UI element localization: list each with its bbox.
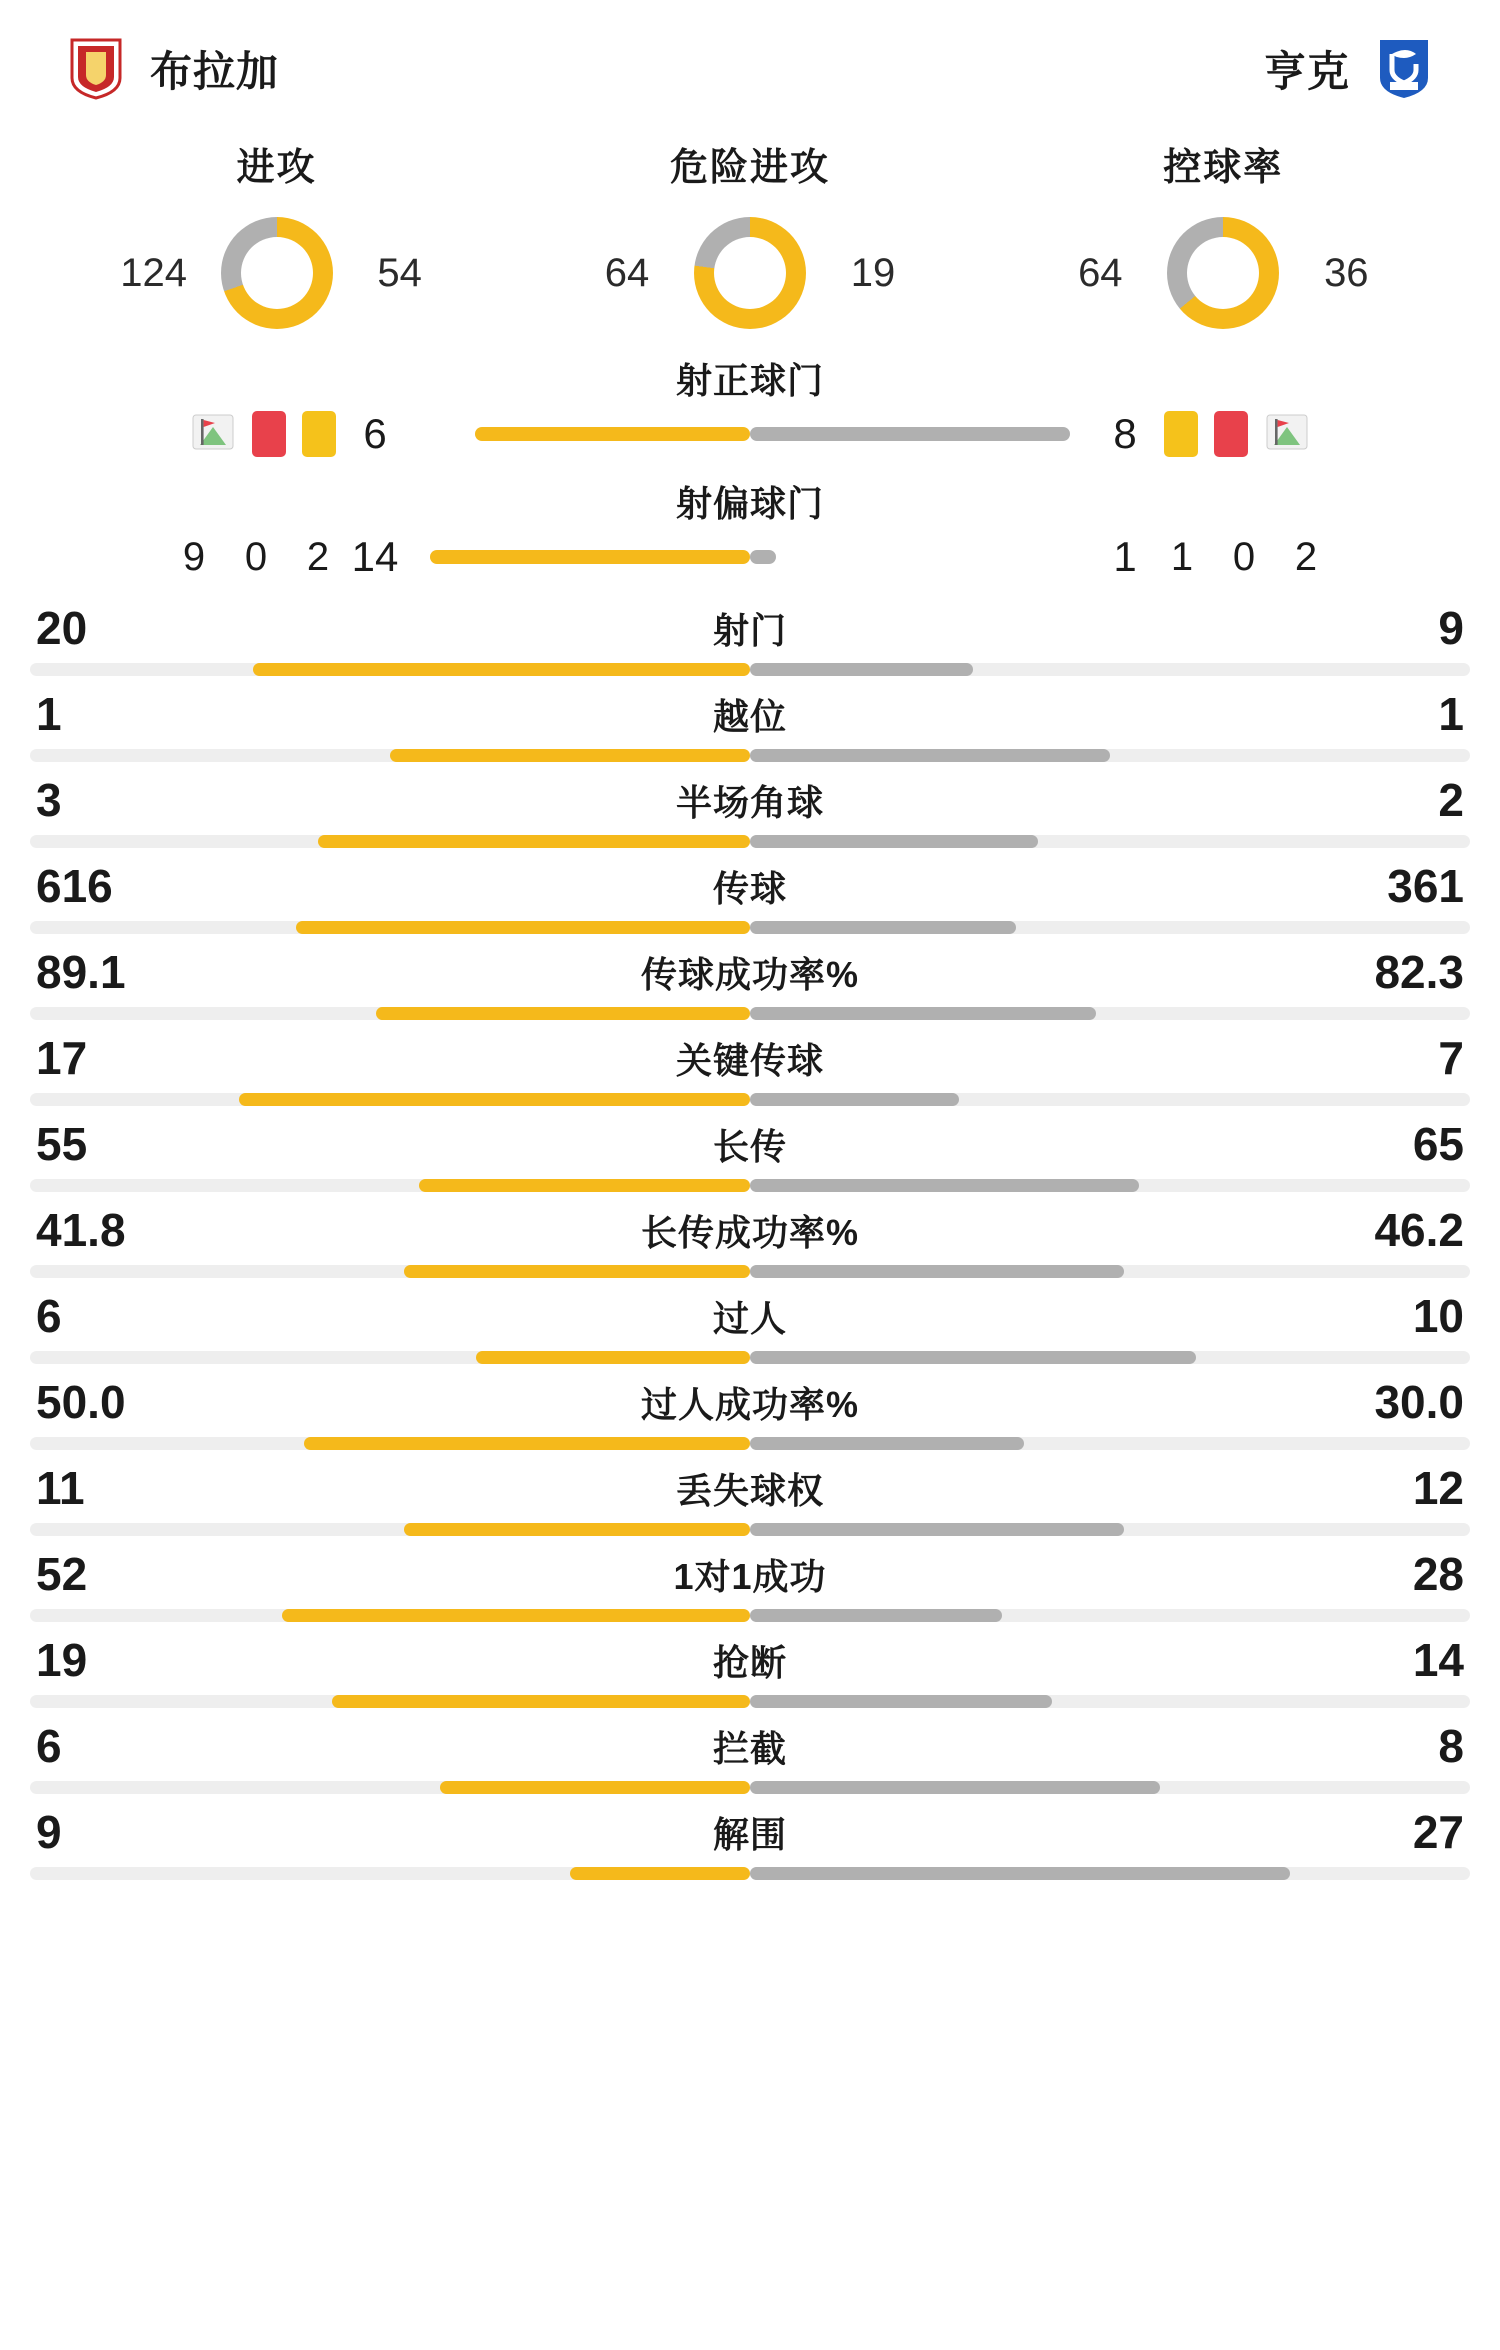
away-icons-group	[1164, 411, 1310, 457]
donut-chart-dangerous-attacks	[694, 217, 806, 329]
shots-on-target-row	[30, 410, 1470, 458]
stat-home-value: 20	[36, 602, 88, 654]
stat-away-value: 28	[1412, 1548, 1464, 1600]
stat-away-value: 7	[1438, 1032, 1464, 1084]
stat-away-bar	[750, 1695, 1052, 1708]
stat-away-bar	[750, 1351, 1196, 1364]
stat-home-bar	[304, 1437, 750, 1450]
stat-label: 丢失球权	[675, 1469, 824, 1511]
home-icon-counts	[176, 535, 336, 580]
stat-home-value: 50.0	[36, 1376, 126, 1428]
home-team	[68, 38, 279, 100]
stat-home-bar	[476, 1351, 750, 1364]
donut-block-possession	[989, 136, 1458, 329]
stats-list	[0, 589, 1500, 1911]
stat-away-bar	[750, 749, 1110, 762]
stat-label: 射门	[712, 609, 787, 651]
shots-block	[0, 349, 1500, 589]
stat-away-value: 8	[1438, 1720, 1464, 1772]
stat-row	[30, 939, 1470, 1025]
yellow-card-icon	[1164, 411, 1198, 457]
home-red-card-count: 0	[244, 534, 268, 579]
shots-off-target-home: 14	[351, 533, 399, 580]
donut-title-dangerous-attacks: 危险进攻	[669, 147, 830, 189]
stat-row	[30, 1197, 1470, 1283]
away-yellow-card-count: 1	[1170, 534, 1194, 579]
home-icons-group	[190, 411, 336, 457]
donut-block-dangerous-attacks	[516, 136, 985, 329]
stat-away-value: 82.3	[1374, 946, 1464, 998]
stat-home-value: 6	[36, 1720, 62, 1772]
stat-home-value: 89.1	[36, 946, 126, 998]
stat-home-bar	[419, 1179, 750, 1192]
stat-away-bar	[750, 1523, 1124, 1536]
stat-label: 关键传球	[675, 1039, 824, 1081]
shots-off-target-away-bar	[750, 550, 776, 564]
stat-row	[30, 1455, 1470, 1541]
donut-away-value-attacks: 54	[377, 250, 422, 295]
stat-away-value: 2	[1438, 774, 1464, 826]
donut-chart-possession	[1167, 217, 1279, 329]
stat-row	[30, 767, 1470, 853]
stat-away-bar	[750, 1007, 1096, 1020]
stat-label: 传球成功率%	[640, 953, 859, 995]
shots-on-target-away-bar	[750, 427, 1070, 441]
stat-home-value: 9	[36, 1806, 62, 1858]
stat-away-bar	[750, 1265, 1124, 1278]
donut-title-attacks: 进攻	[236, 147, 317, 189]
stat-home-value: 616	[36, 860, 113, 912]
shots-off-target-home-bar	[430, 550, 750, 564]
shots-on-target-away: 8	[1113, 410, 1137, 457]
away-icon-counts	[1164, 535, 1324, 580]
stat-home-value: 55	[36, 1118, 88, 1170]
stat-away-value: 46.2	[1374, 1204, 1464, 1256]
stat-label: 越位	[712, 695, 787, 737]
stat-home-value: 6	[36, 1290, 62, 1342]
stat-away-bar	[750, 1867, 1290, 1880]
stat-home-bar	[390, 749, 750, 762]
stat-away-bar	[750, 663, 973, 676]
stat-label: 解围	[712, 1813, 787, 1855]
stat-home-value: 1	[36, 688, 62, 740]
stat-label: 半场角球	[675, 781, 824, 823]
stat-row	[30, 1627, 1470, 1713]
donut-chart-attacks	[221, 217, 333, 329]
stat-label: 长传成功率%	[640, 1211, 859, 1253]
home-team-crest-icon	[68, 38, 124, 100]
stat-label: 过人	[712, 1297, 787, 1339]
shots-on-target-label: 射正球门	[675, 360, 824, 401]
stat-row	[30, 1369, 1470, 1455]
shots-on-target-home-bar	[475, 427, 750, 441]
stat-away-value: 1	[1438, 688, 1464, 740]
stat-home-bar	[296, 921, 750, 934]
yellow-card-icon	[302, 411, 336, 457]
stat-away-value: 12	[1412, 1462, 1464, 1514]
donut-title-possession: 控球率	[1163, 147, 1284, 189]
stat-row	[30, 853, 1470, 939]
stat-away-bar	[750, 1781, 1160, 1794]
donut-block-attacks	[42, 136, 511, 329]
away-red-card-count: 0	[1232, 534, 1256, 579]
shots-off-target-away: 1	[1113, 533, 1137, 580]
stat-away-value: 14	[1412, 1634, 1464, 1686]
stat-away-bar	[750, 921, 1016, 934]
away-team-name: 亨克	[1263, 48, 1350, 95]
home-yellow-card-count: 2	[306, 534, 330, 579]
stat-row	[30, 1283, 1470, 1369]
stat-away-bar	[750, 835, 1038, 848]
stat-home-bar	[376, 1007, 750, 1020]
stat-home-bar	[570, 1867, 750, 1880]
stat-away-bar	[750, 1179, 1139, 1192]
stat-label: 传球	[712, 867, 787, 909]
shots-on-target-home: 6	[363, 410, 387, 457]
stat-away-bar	[750, 1093, 959, 1106]
stat-away-value: 65	[1412, 1118, 1464, 1170]
corner-flag-icon	[1264, 411, 1310, 457]
stat-home-bar	[318, 835, 750, 848]
away-team	[1264, 38, 1432, 100]
red-card-icon	[1214, 411, 1248, 457]
stat-away-value: 30.0	[1374, 1376, 1464, 1428]
shots-on-target-bars	[430, 427, 1070, 441]
stat-row	[30, 1541, 1470, 1627]
stat-home-value: 11	[36, 1462, 85, 1514]
shots-off-target-label: 射偏球门	[675, 483, 824, 524]
stat-row	[30, 1111, 1470, 1197]
stat-home-value: 3	[36, 774, 62, 826]
donut-home-value-dangerous-attacks: 64	[604, 250, 650, 295]
stat-label: 拦截	[712, 1727, 787, 1769]
donut-home-value-possession: 64	[1078, 250, 1123, 295]
stat-away-bar	[750, 1609, 1002, 1622]
stat-home-value: 19	[36, 1634, 88, 1686]
stat-home-bar	[282, 1609, 750, 1622]
stat-label: 长传	[712, 1125, 787, 1167]
away-corner-count: 2	[1294, 534, 1318, 579]
away-team-crest-icon	[1376, 38, 1432, 100]
stat-away-value: 361	[1387, 860, 1464, 912]
stat-home-bar	[440, 1781, 750, 1794]
stat-home-bar	[404, 1523, 750, 1536]
stat-row	[30, 1799, 1470, 1885]
corner-flag-icon	[190, 411, 236, 457]
stat-row	[30, 681, 1470, 767]
stat-home-bar	[239, 1093, 750, 1106]
stat-row	[30, 595, 1470, 681]
stat-label: 过人成功率%	[640, 1383, 859, 1425]
shots-off-target-row	[30, 533, 1470, 581]
stat-home-bar	[253, 663, 750, 676]
donut-summary-row	[0, 126, 1500, 349]
stat-away-bar	[750, 1437, 1024, 1450]
donut-away-value-dangerous-attacks: 19	[850, 250, 896, 295]
stat-home-value: 17	[36, 1032, 88, 1084]
shots-off-target-bars	[430, 550, 1070, 564]
stat-away-value: 27	[1412, 1806, 1464, 1858]
stat-away-value: 10	[1412, 1290, 1464, 1342]
home-corner-count: 9	[182, 534, 206, 579]
stat-row	[30, 1713, 1470, 1799]
donut-away-value-possession: 36	[1324, 250, 1369, 295]
stat-home-value: 52	[36, 1548, 88, 1600]
red-card-icon	[252, 411, 286, 457]
stat-home-value: 41.8	[36, 1204, 126, 1256]
stat-home-bar	[332, 1695, 750, 1708]
home-team-name: 布拉加	[150, 48, 280, 95]
donut-home-value-attacks: 124	[120, 250, 188, 295]
stat-label: 1对1成功	[673, 1555, 827, 1597]
teams-header	[0, 0, 1500, 126]
stat-row	[30, 1025, 1470, 1111]
stat-home-bar	[404, 1265, 750, 1278]
stat-label: 抢断	[712, 1641, 787, 1683]
stat-away-value: 9	[1438, 602, 1464, 654]
